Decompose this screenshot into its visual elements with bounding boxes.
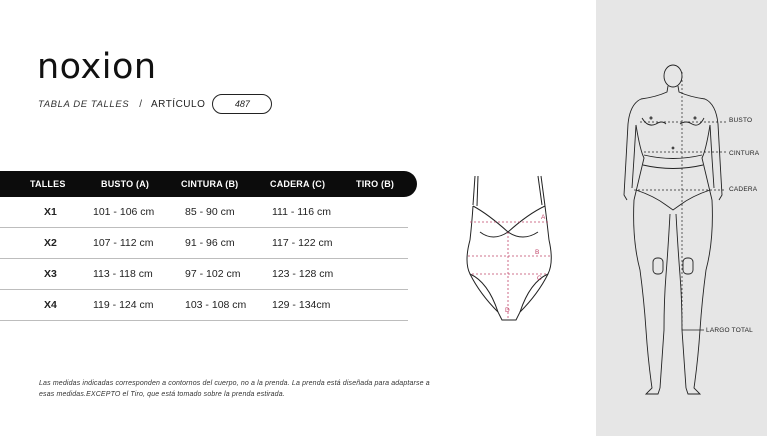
- header-cintura: CINTURA (B): [181, 179, 239, 189]
- busto-cell: 101 - 106 cm: [93, 206, 155, 218]
- size-cell: X1: [44, 206, 57, 218]
- garment-label-c: C: [537, 275, 542, 282]
- size-table-title: TABLA DE TALLES: [38, 98, 130, 110]
- measurement-note: Las medidas indicadas corresponden a contornos del cuerpo, no a la prenda. La prenda está diseñada para adaptarse a esas medidas.EXCEPTO el Tiro, que está tomado sobre la prenda estirada.: [39, 380, 430, 398]
- busto-cell: 119 - 124 cm: [93, 299, 154, 311]
- header-talles: TALLES: [30, 179, 66, 189]
- size-table: [0, 171, 417, 321]
- label-cadera: CADERA: [729, 186, 758, 193]
- cintura-cell: 97 - 102 cm: [185, 268, 241, 280]
- garment-label-a: A: [541, 214, 546, 221]
- garment-label-d: D: [505, 307, 510, 314]
- cintura-cell: 85 - 90 cm: [185, 206, 235, 218]
- table-header: [0, 171, 417, 197]
- label-cintura: CINTURA: [729, 150, 760, 157]
- size-cell: X3: [44, 268, 57, 280]
- cintura-cell: 103 - 108 cm: [185, 299, 247, 311]
- cintura-cell: 91 - 96 cm: [185, 237, 235, 249]
- table-row: [0, 290, 408, 321]
- busto-cell: 113 - 118 cm: [93, 268, 153, 280]
- size-cell: X2: [44, 237, 57, 249]
- garment-label-b: B: [535, 249, 540, 256]
- header-tiro: TIRO (B): [356, 179, 395, 189]
- label-largo-total: LARGO TOTAL: [706, 327, 753, 334]
- header-cadera: CADERA (C): [270, 179, 326, 189]
- bodysuit-diagram: [458, 170, 558, 330]
- brand-logo: noxion: [37, 47, 157, 87]
- cadera-cell: 111 - 116 cm: [272, 206, 331, 218]
- separator: /: [139, 98, 142, 110]
- busto-cell: 107 - 112 cm: [93, 237, 154, 249]
- article-number-badge: 487: [212, 94, 272, 114]
- table-row: [0, 197, 408, 228]
- cadera-cell: 129 - 134cm: [272, 299, 331, 311]
- cadera-cell: 117 - 122 cm: [272, 237, 333, 249]
- size-cell: X4: [44, 299, 57, 311]
- subheader: [38, 95, 272, 113]
- table-row: [0, 259, 408, 290]
- body-figure: [596, 0, 767, 436]
- body-figure-panel: [596, 0, 767, 436]
- header-busto: BUSTO (A): [101, 179, 150, 189]
- label-busto: BUSTO: [729, 117, 753, 124]
- cadera-cell: 123 - 128 cm: [272, 268, 334, 280]
- article-label: ARTÍCULO: [150, 98, 206, 110]
- table-row: [0, 228, 408, 259]
